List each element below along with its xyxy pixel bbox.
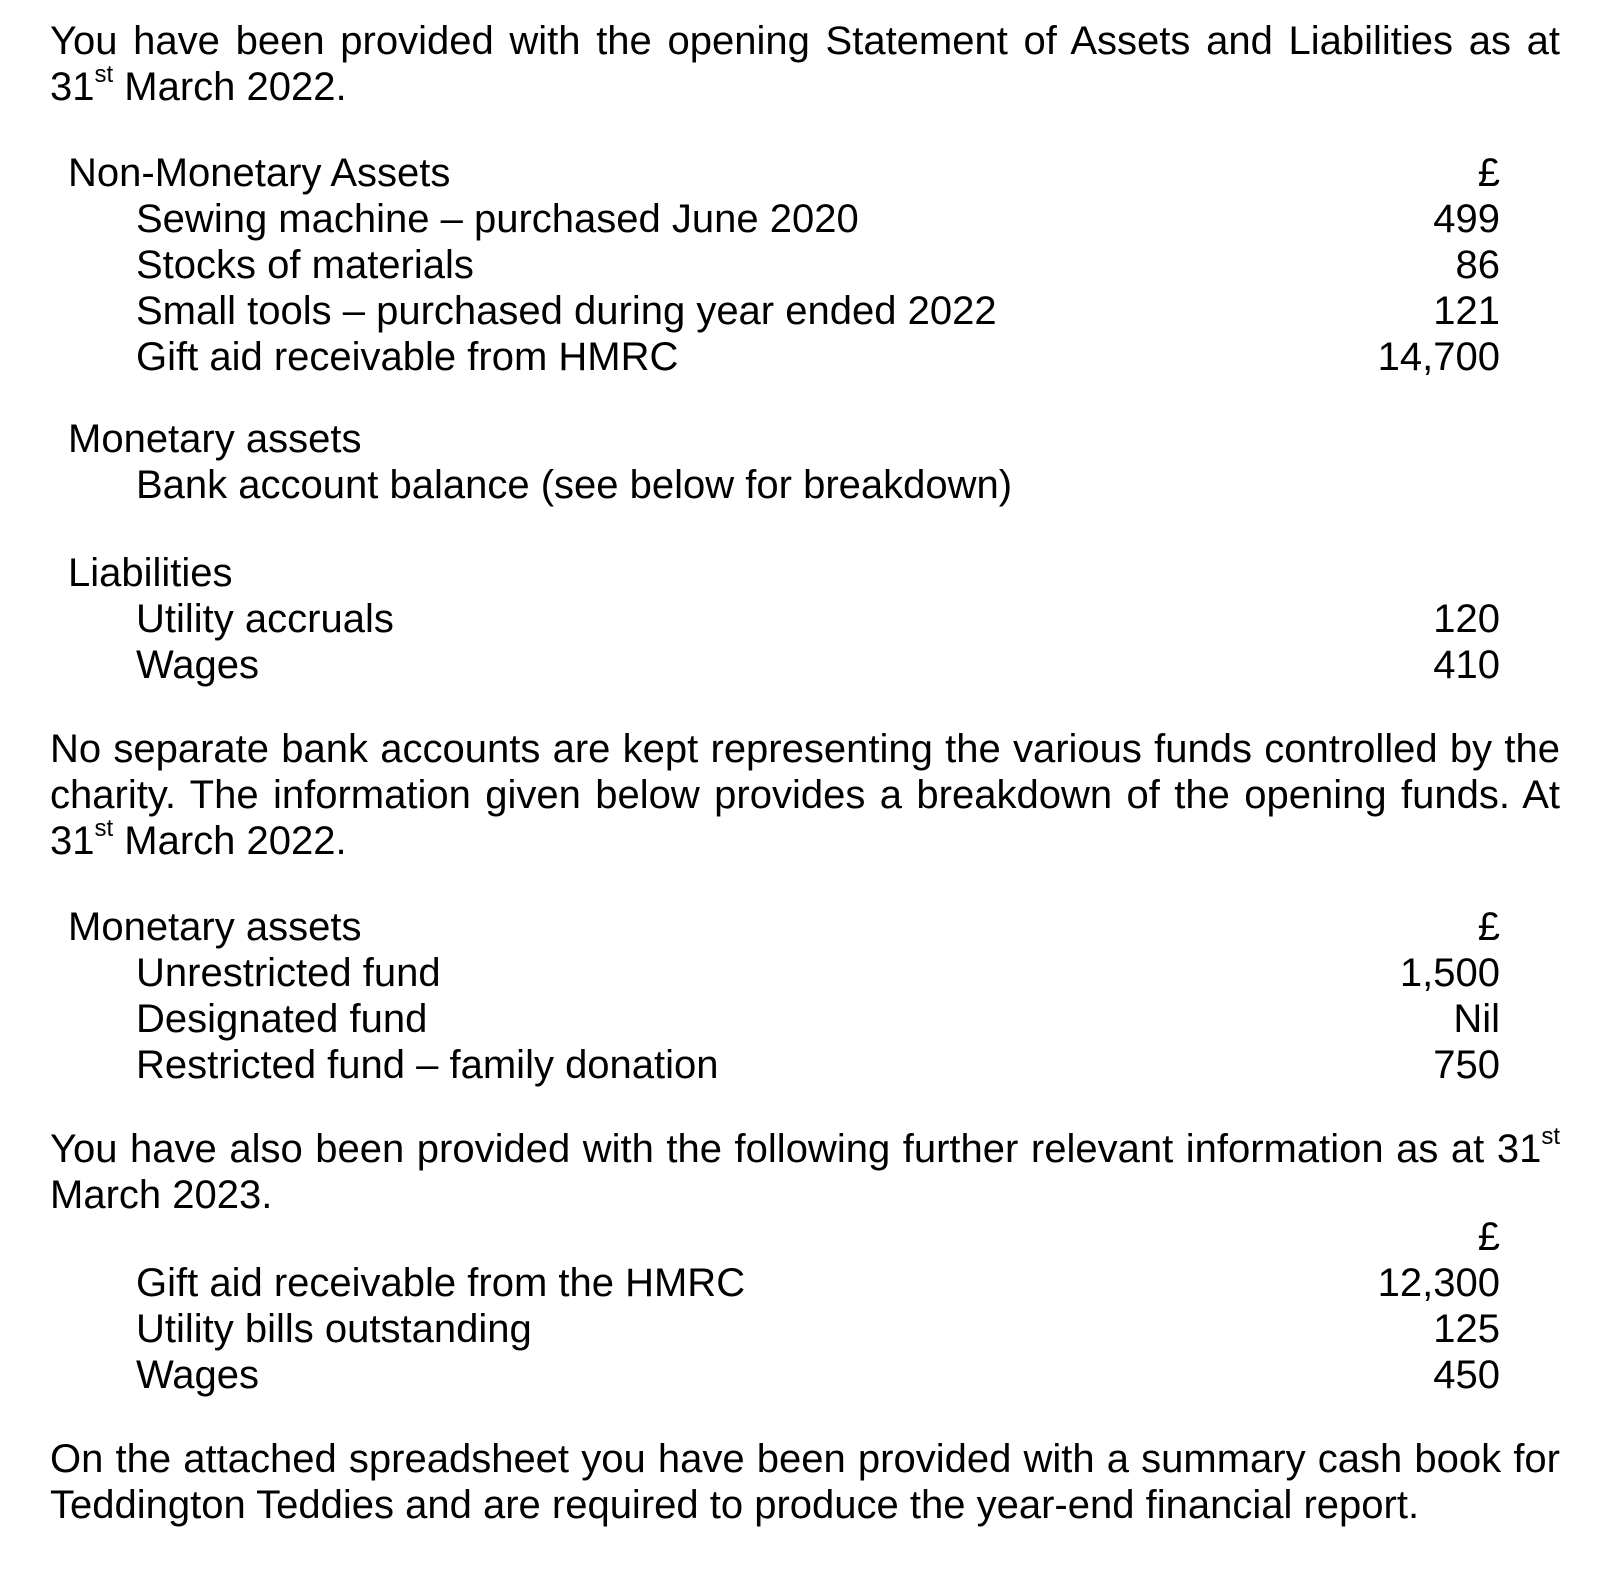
item-amount: 450	[1433, 1353, 1500, 1397]
statement-row	[68, 334, 1500, 380]
funds-text-end: March 2022.	[113, 819, 347, 863]
statement-row	[68, 642, 1500, 688]
further-superscript: st	[1541, 1122, 1560, 1150]
funds-breakdown	[68, 904, 1500, 1088]
item-label: Utility accruals	[136, 597, 394, 641]
item-label: Small tools – purchased during year ended 2022	[136, 289, 997, 333]
item-amount: 120	[1433, 597, 1500, 641]
non-monetary-heading-row	[68, 150, 1500, 196]
item-label: Sewing machine – purchased June 2020	[136, 197, 859, 241]
item-amount: 121	[1433, 289, 1500, 333]
statement-row	[68, 196, 1500, 242]
funds-paragraph	[50, 726, 1560, 864]
item-label: Restricted fund – family donation	[136, 1043, 719, 1087]
liabilities-heading: Liabilities	[68, 551, 233, 595]
item-label: Bank account balance (see below for breakdown)	[136, 463, 1013, 507]
item-label: Wages	[136, 643, 260, 687]
item-amount: 14,700	[1377, 335, 1500, 379]
item-amount: 410	[1433, 643, 1500, 687]
item-amount: 125	[1433, 1307, 1500, 1351]
further-currency-row	[68, 1214, 1500, 1260]
closing-paragraph: On the attached spreadsheet you have been provided with a summary cash book for Teddington Teddies and are required to produce the year-end financial report.	[50, 1437, 1560, 1527]
further-paragraph	[50, 1122, 1560, 1218]
item-label: Utility bills outstanding	[136, 1307, 532, 1351]
statement-row	[68, 1042, 1500, 1088]
opening-statement	[68, 150, 1500, 380]
funds-heading-row	[68, 904, 1500, 950]
further-text: You have also been provided with the following further relevant information as at 31	[50, 1127, 1542, 1171]
intro-text: You have been provided with the opening Statement of Assets and Liabilities as at 31	[50, 19, 1560, 109]
item-label: Wages	[136, 1353, 260, 1397]
currency-symbol: £	[1477, 1215, 1500, 1259]
monetary-heading-row	[68, 416, 1500, 462]
item-amount: 1,500	[1399, 951, 1500, 995]
item-amount: 750	[1433, 1043, 1500, 1087]
item-label: Gift aid receivable from HMRC	[136, 335, 679, 379]
item-amount: Nil	[1453, 997, 1500, 1041]
item-label: Designated fund	[136, 997, 428, 1041]
further-info	[68, 1214, 1500, 1398]
statement-row	[68, 950, 1500, 996]
statement-row	[68, 1260, 1500, 1306]
liabilities-section	[68, 550, 1500, 688]
currency-symbol: £	[1477, 905, 1500, 949]
funds-superscript: st	[94, 814, 114, 842]
further-text-end: March 2023.	[50, 1173, 273, 1217]
item-amount: 499	[1433, 197, 1500, 241]
non-monetary-heading: Non-Monetary Assets	[68, 151, 451, 195]
item-amount: 86	[1455, 243, 1500, 287]
intro-paragraph	[50, 18, 1560, 110]
liabilities-heading-row	[68, 550, 1500, 596]
statement-row	[68, 596, 1500, 642]
monetary-assets-section	[68, 416, 1500, 508]
intro-superscript: st	[94, 60, 114, 88]
item-label: Gift aid receivable from the HMRC	[136, 1261, 746, 1305]
statement-row	[68, 1352, 1500, 1398]
monetary-heading: Monetary assets	[68, 417, 362, 461]
intro-text-end: March 2022.	[113, 65, 347, 109]
currency-symbol: £	[1477, 151, 1500, 195]
statement-row	[68, 996, 1500, 1042]
statement-row	[68, 288, 1500, 334]
item-label: Unrestricted fund	[136, 951, 441, 995]
funds-heading: Monetary assets	[68, 905, 362, 949]
statement-row	[68, 1306, 1500, 1352]
statement-row	[68, 462, 1500, 508]
funds-text: No separate bank accounts are kept representing the various funds controlled by the charity. The information given below provides a breakdown of the opening funds. At 31	[50, 727, 1560, 863]
item-amount: 12,300	[1377, 1261, 1500, 1305]
statement-row	[68, 242, 1500, 288]
item-label: Stocks of materials	[136, 243, 474, 287]
